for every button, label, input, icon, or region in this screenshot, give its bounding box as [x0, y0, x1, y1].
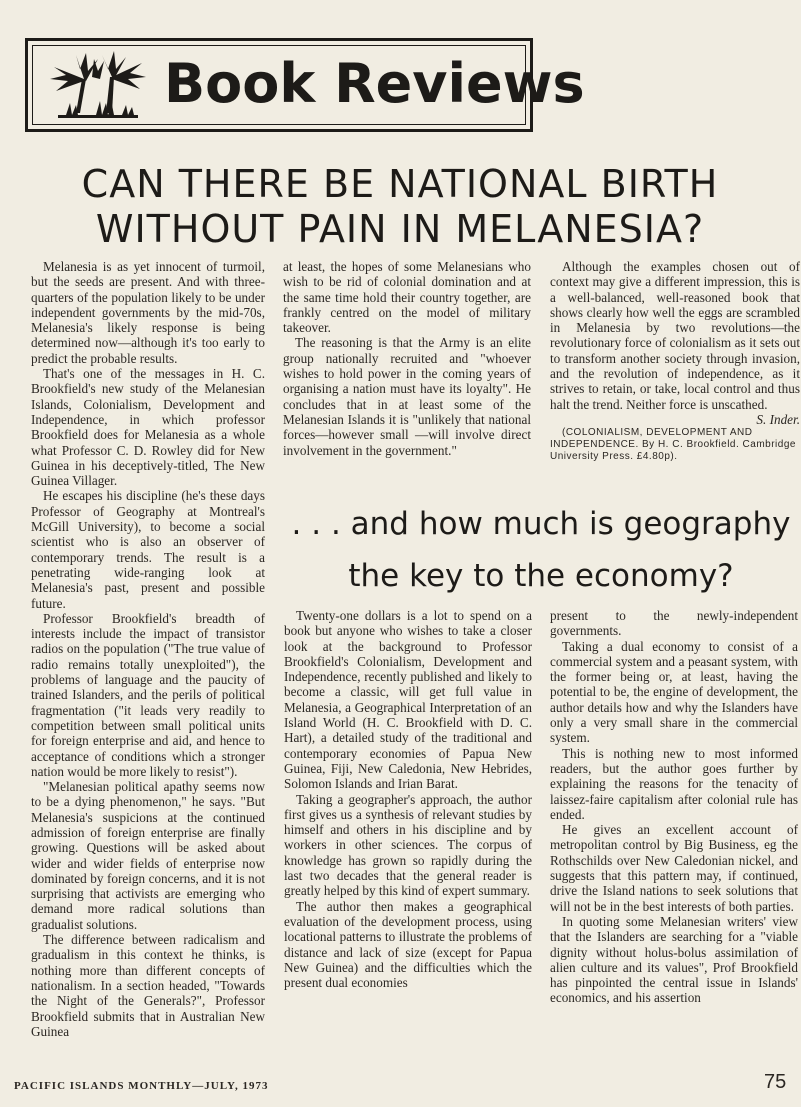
paragraph: The author then makes a geographical evaluation of the development process, using locational patterns to illustrate the problems of distance and lack of size (except for Papua New Guinea) and the difficulties which the present dual economies: [284, 898, 532, 991]
masthead: [25, 38, 585, 132]
headline: [30, 162, 770, 252]
reviewer-signature: S. Inder.: [756, 411, 800, 427]
page-number: 75: [764, 1071, 787, 1093]
review2-column-2: [550, 608, 798, 1006]
subheadline-line-1: . . . and how much is geography: [291, 506, 791, 542]
publication-footer: PACIFIC ISLANDS MONTHLY—JULY, 1973: [14, 1080, 269, 1092]
subheadline: [286, 498, 796, 602]
book-citation: (COLONIALISM, DEVELOPMENT AND INDEPENDENCE. By H. C. Brookfield. Cambridge University Press. £4.80p).: [550, 427, 796, 463]
paragraph: That's one of the messages in H. C. Brookfield's new study of the Melanesian Islands, Colonialism, Development and Independence, in which professor Brookfield does for Melanesia as a whole what Professor C. D. Rowley did for New Guinea in his deceptively-titled, The New Guinea Villager.: [31, 366, 265, 489]
paragraph: The difference between radicalism and gradualism in this context he thinks, is nothing more than different concepts of nationalism. In a section headed, "Towards the Night of the Generals?", Professor Brookfield submits that in Australian New Guinea: [31, 932, 265, 1039]
review1-column-3: [550, 259, 800, 463]
review2-column-1: [284, 608, 532, 990]
headline-line-2: WITHOUT PAIN IN MELANESIA?: [95, 207, 705, 251]
section-title: Book Reviews: [164, 52, 585, 115]
palm-trees-logo-icon: [46, 49, 150, 121]
paragraph: He gives an excellent account of metropolitan control by Big Business, eg the Rothschilds over New Caledonian nickel, and suggests that this pattern may, if continued, drive the Island nations to seek solutions that will not be in the best interests of both parties.: [550, 822, 798, 914]
paragraph: Professor Brookfield's breadth of interests include the impact of transistor radios on the population ("The true value of radio remains totally unexploited"), the problems of language and the paucity of trained Islanders, and the perils of political fragmentation ("it leads very readily to competition between small political units for foreign enterprise and aid, and hence to acceptance of conditions which a stronger nation would be more likely to resist").: [31, 610, 265, 779]
review1-column-2: [283, 259, 531, 458]
review1-column-1: [31, 259, 265, 1039]
headline-line-1: CAN THERE BE NATIONAL BIRTH: [81, 162, 719, 206]
paragraph: Although the examples chosen out of context may give a different impression, this is a well-balanced, well-reasoned book that shows clearly how well the eggs are scrambled in Melanesia by two revolutions—the revolutionary force of colonialism as it sets out to transform another society through invasion, and the revolution of independence, as it strives to retain, or take, local control and thus halt the trend. Neither force is unscathed.: [550, 259, 800, 412]
paragraph: Taking a geographer's approach, the author first gives us a synthesis of relevant studies by himself and others in his discipline and by workers in other sciences. The corpus of knowledge has grown so rapidly during the last two decades that the general reader is greatly helped by this kind of expert summary.: [284, 791, 532, 899]
paragraph: He escapes his discipline (he's these days Professor of Geography at Montreal's McGill University), to become a social scientist who is also an observer of contemporary trends. The result is a penetrating wide-ranging look at Melanesia's past, present and possible future.: [31, 488, 265, 611]
paragraph: "Melanesian political apathy seems now to be a dying phenomenon," he says. "But Melanesia's suspicions at the continued admission of foreign enterprise are finally growing. Questions will be asked about wider and wider fields of enterprise now dominated by foreign concerns, and it is not surprising that activists are emerging who demand more radical solutions than gradualist solutions.: [31, 779, 265, 932]
paragraph: Melanesia is as yet innocent of turmoil, but the seeds are present. And with three-quarters of the population likely to be under independent governments by the mid-70s, Melanesia's likely response is being determined now—although it's too early to predict the probable results.: [31, 259, 265, 366]
paragraph: In quoting some Melanesian writers' view that the Islanders are searching for a "viable dignity without holus-bolus assimilation of alien culture and its values", Prof Brookfield has pinpointed the central issue in Islands' economics, and his assertion: [550, 913, 798, 1006]
subheadline-line-2: the key to the economy?: [348, 558, 734, 594]
paragraph: Taking a dual economy to consist of a commercial system and a peasant system, with the former being or, at least, having the potential to be, the engine of development, the author details how and why the Islanders have only a very small share in the commercial system.: [550, 638, 798, 746]
paragraph: present to the newly-independent governments.: [550, 608, 798, 639]
paragraph: This is nothing new to most informed readers, but the author goes further by explaining the reasons for the tenacity of laissez-faire capitalism after colonial rule has ended.: [550, 745, 798, 822]
paragraph: Twenty-one dollars is a lot to spend on a book but anyone who wishes to take a closer look at the background to Professor Brookfield's Colonialism, Development and Independence, recently published and likely to become a classic, will get full value in Melanesia, a Geographical Interpretation of an Island World (H. C. Brookfield with D. C. Hart), a detailed study of the traditional and contemporary economies of Papua New Guinea, Fiji, New Caledonia, New Hebrides, Solomon Islands and Irian Barat.: [284, 608, 532, 792]
paragraph: at least, the hopes of some Melanesians who wish to be rid of colonial domination and at the same time hold their country together, are frankly centred on the model of military takeover.: [283, 259, 531, 336]
paragraph: The reasoning is that the Army is an elite group nationally recruited and "whoever wishes to hold power in the coming years of organising a nation must have its loyalty". He concludes that in at least some of the Melanesian Islands it is "unlikely that national forces—however small —will involve direct involvement in the government.": [283, 335, 531, 458]
